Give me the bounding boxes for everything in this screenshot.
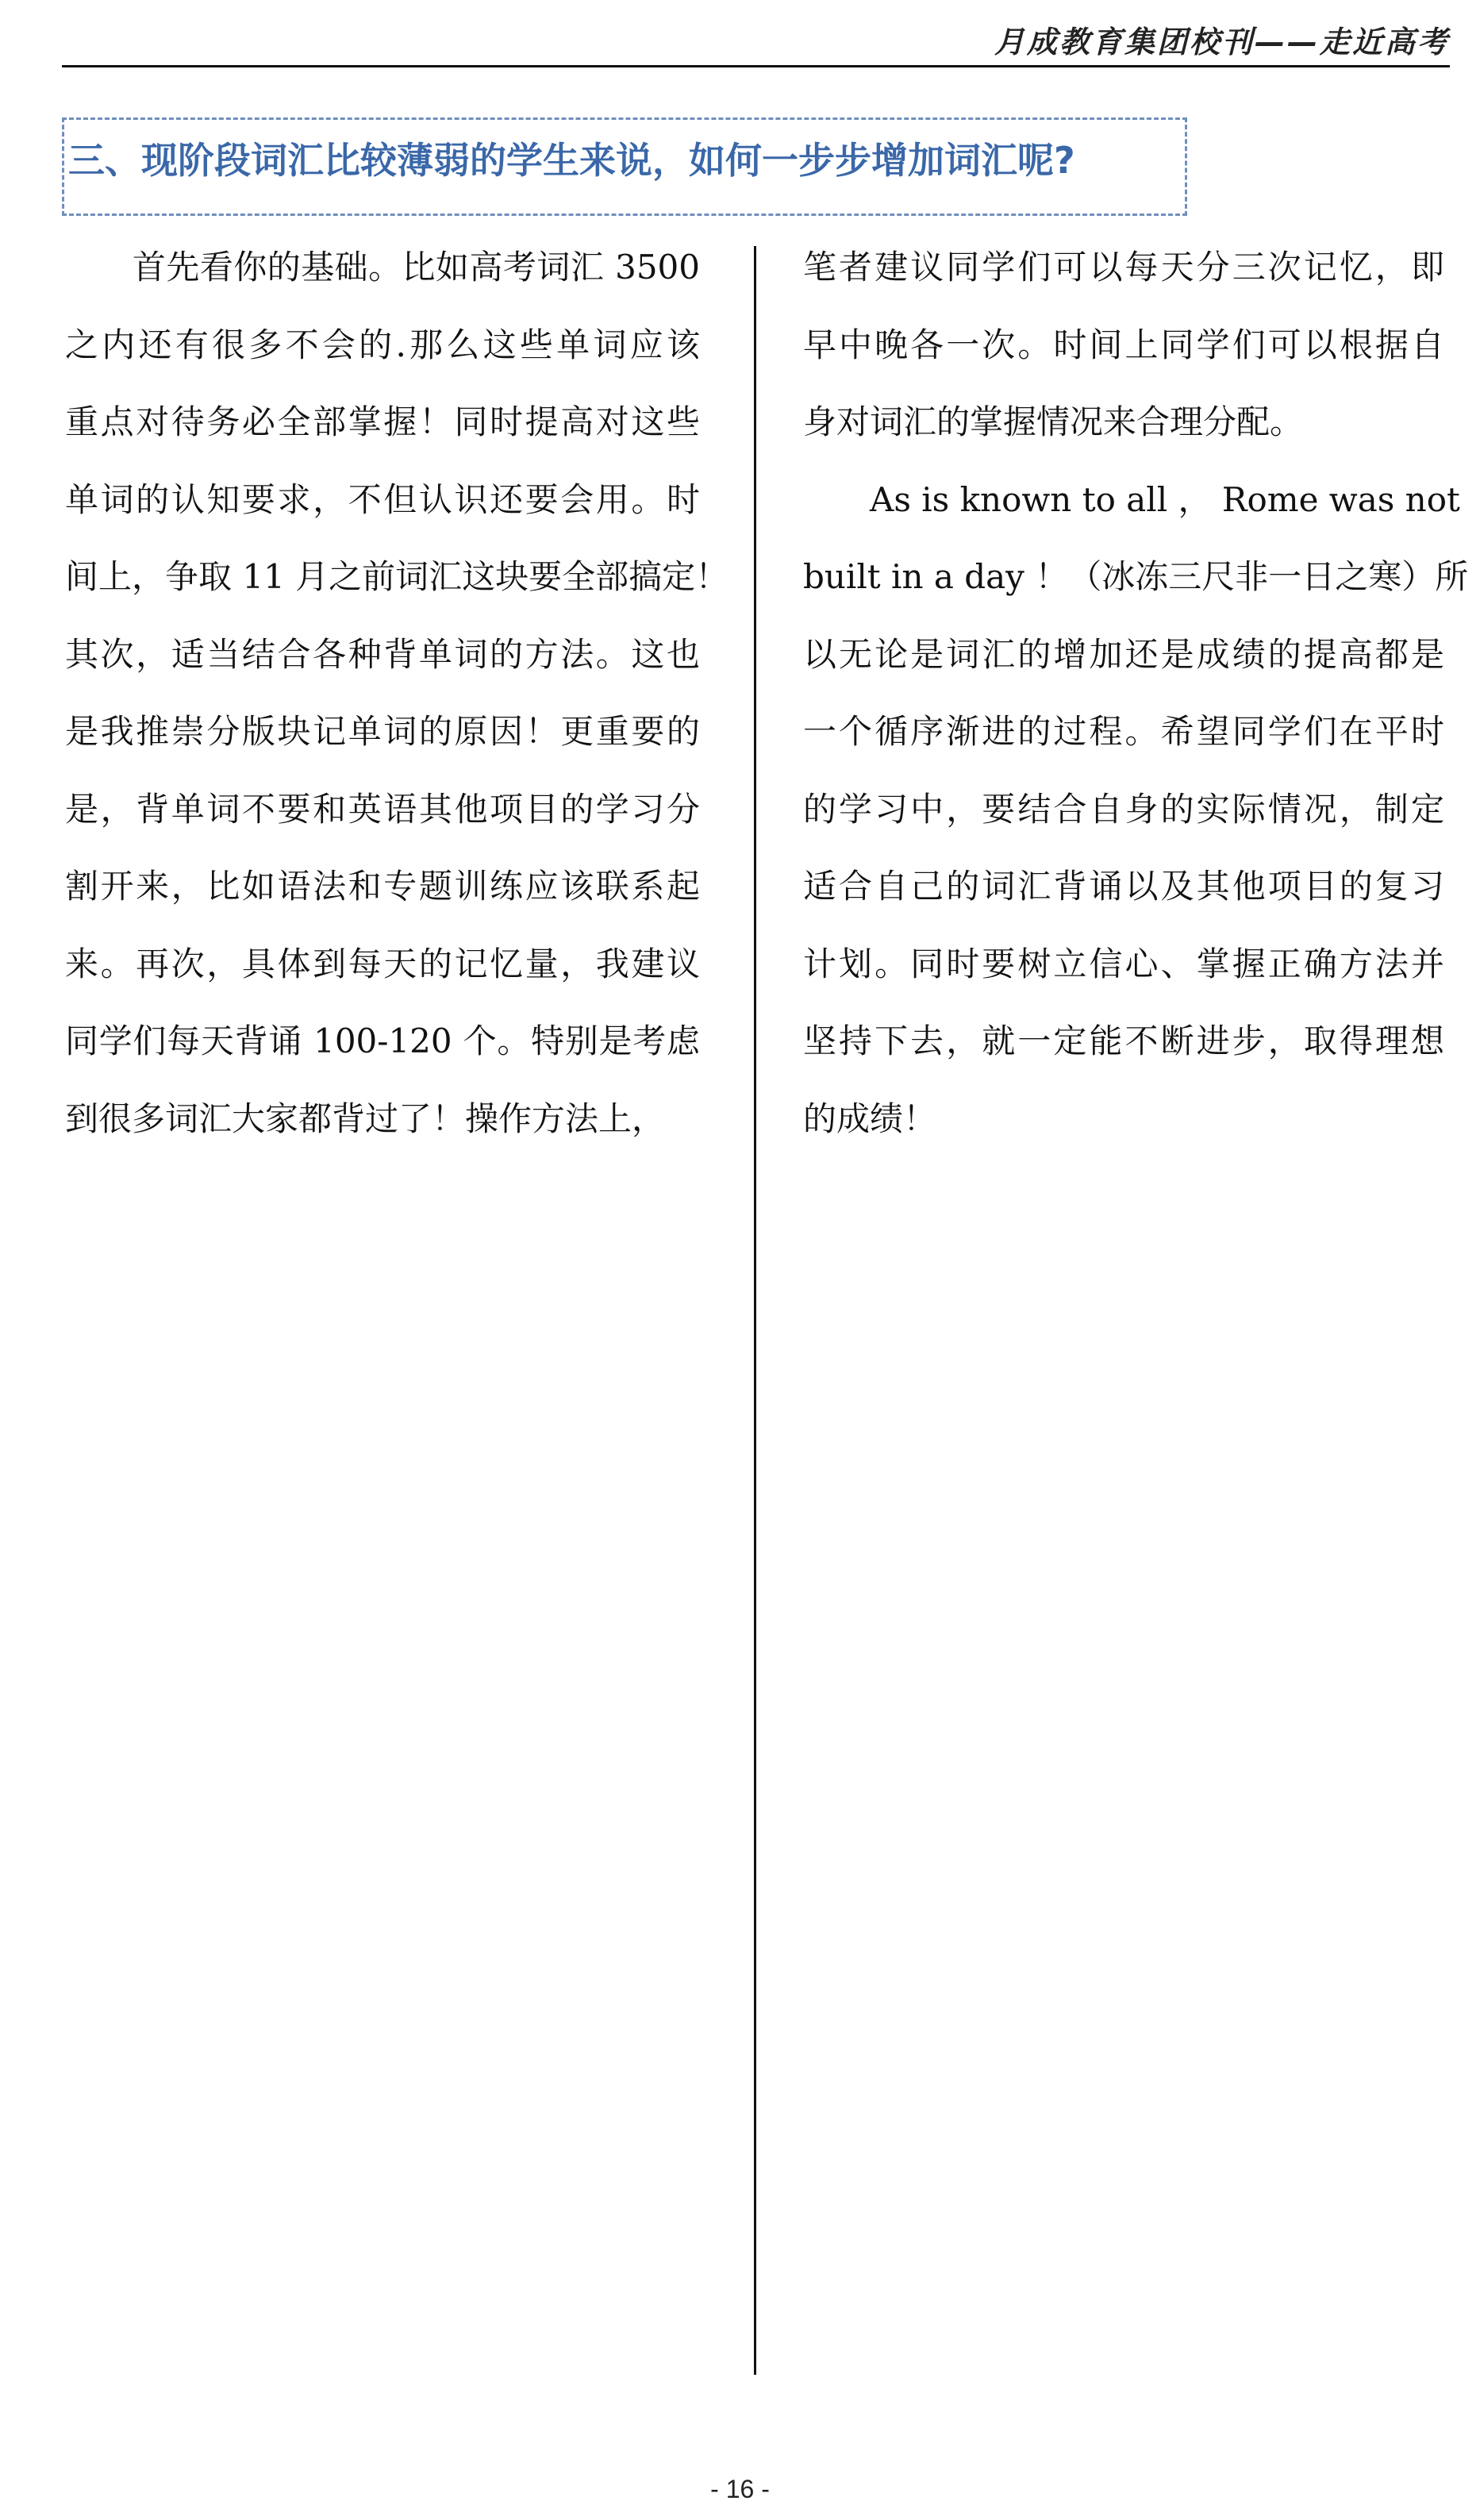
text-line: 其次，适当结合各种背单词的方法。这也	[65, 634, 700, 674]
text-line: 是，背单词不要和英语其他项目的学习分	[65, 789, 700, 829]
text-line: 割开来，比如语法和专题训练应该联系起	[65, 867, 700, 906]
text-line: 以无论是词汇的增加还是成绩的提高都是	[803, 634, 1444, 674]
text-line: 的成绩！	[803, 1098, 937, 1138]
journal-header-title: 月成教育集团校刊——走近高考	[994, 25, 1450, 60]
header-divider	[62, 65, 1450, 67]
text-line: 笔者建议同学们可以每天分三次记忆，即	[803, 248, 1444, 287]
page-number: - 16 -	[710, 2475, 770, 2503]
text-line: 早中晚各一次。时间上同学们可以根据自	[803, 325, 1444, 364]
text-line: 适合自己的词汇背诵以及其他项目的复习	[803, 867, 1444, 906]
text-line: 到很多词汇大家都背过了！操作方法上，	[65, 1098, 666, 1138]
text-line: 首先看你的基础。比如高考词汇 3500	[65, 248, 700, 287]
text-line: 同学们每天背诵 100-120 个。特别是考虑	[65, 1021, 700, 1060]
text-line: 间上，争取 11 月之前词汇这块要全部搞定！	[65, 557, 729, 596]
column-divider	[754, 246, 756, 2375]
text-line: As is known to all ， Rome was not	[803, 479, 1460, 519]
text-line: 计划。同时要树立信心、掌握正确方法并	[803, 944, 1444, 983]
right-column-text	[803, 229, 1469, 1157]
text-line: 来。再次，具体到每天的记忆量，我建议	[65, 944, 700, 983]
left-column-text	[65, 229, 729, 1157]
text-line: built in a day ！（冰冻三尺非一日之寒）所	[803, 557, 1469, 596]
text-line: 一个循序渐进的过程。希望同学们在平时	[803, 712, 1444, 751]
text-line: 重点对待务必全部掌握！同时提高对这些	[65, 402, 700, 441]
text-line: 坚持下去，就一定能不断进步，取得理想	[803, 1021, 1444, 1060]
text-line: 之内还有很多不会的.那么这些单词应该	[65, 325, 700, 364]
section-title: 三、现阶段词汇比较薄弱的学生来说，如何一步步增加词汇呢?	[68, 139, 1075, 182]
text-line: 是我推崇分版块记单词的原因！更重要的	[65, 712, 700, 751]
text-line: 单词的认知要求，不但认识还要会用。时	[65, 479, 700, 519]
text-line: 身对词汇的掌握情况来合理分配。	[803, 402, 1304, 441]
text-line: 的学习中，要结合自身的实际情况，制定	[803, 789, 1444, 829]
